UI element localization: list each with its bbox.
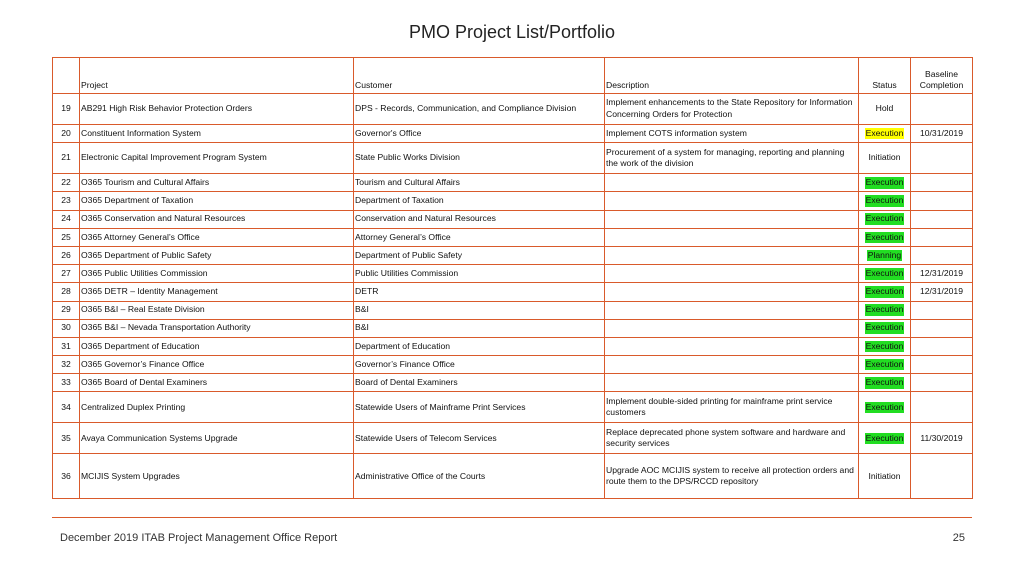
status-cell	[859, 374, 911, 392]
table-row	[53, 392, 973, 423]
customer-cell: Governor’s Finance Office	[354, 356, 605, 374]
status-badge: Execution	[865, 358, 904, 369]
project-cell: O365 Governor’s Finance Office	[80, 356, 354, 374]
baseline-completion-cell	[911, 356, 973, 374]
customer-cell: Conservation and Natural Resources	[354, 210, 605, 228]
status-cell	[859, 192, 911, 210]
status-cell	[859, 283, 911, 301]
project-cell: Constituent Information System	[80, 125, 354, 143]
row-number: 32	[53, 356, 80, 374]
status-badge: Execution	[865, 176, 904, 187]
status-badge: Execution	[865, 127, 904, 138]
row-number: 33	[53, 374, 80, 392]
description-cell	[605, 265, 859, 283]
customer-cell: B&I	[354, 301, 605, 319]
row-number: 19	[53, 94, 80, 125]
baseline-completion-cell	[911, 392, 973, 423]
project-cell: O365 Conservation and Natural Resources	[80, 210, 354, 228]
table-row	[53, 283, 973, 301]
baseline-completion-cell: 12/31/2019	[911, 283, 973, 301]
description-cell: Procurement of a system for managing, reporting and planning the work of the division	[605, 143, 859, 174]
status-badge: Execution	[865, 432, 904, 443]
baseline-completion-cell	[911, 454, 973, 499]
project-cell: O365 Attorney General’s Office	[80, 228, 354, 246]
description-cell: Implement double-sided printing for mainframe print service customers	[605, 392, 859, 423]
description-cell	[605, 283, 859, 301]
status-badge: Execution	[865, 340, 904, 351]
status-cell	[859, 319, 911, 337]
footer-report-title: December 2019 ITAB Project Management Office Report	[60, 532, 338, 544]
project-cell: O365 Department of Public Safety	[80, 246, 354, 264]
description-cell	[605, 301, 859, 319]
status-badge: Execution	[865, 377, 904, 388]
table-row	[53, 210, 973, 228]
row-number: 35	[53, 423, 80, 454]
table-body	[53, 94, 973, 499]
table-row	[53, 423, 973, 454]
status-cell	[859, 125, 911, 143]
status-badge: Hold	[875, 103, 894, 114]
project-cell: O365 Public Utilities Commission	[80, 265, 354, 283]
row-number: 30	[53, 319, 80, 337]
status-cell	[859, 143, 911, 174]
header-customer: Customer	[354, 58, 605, 94]
status-badge: Execution	[865, 286, 904, 297]
status-badge: Execution	[865, 401, 904, 412]
customer-cell: Department of Taxation	[354, 192, 605, 210]
description-cell	[605, 319, 859, 337]
project-table	[52, 57, 973, 499]
row-number: 24	[53, 210, 80, 228]
customer-cell: Administrative Office of the Courts	[354, 454, 605, 499]
customer-cell: Department of Public Safety	[354, 246, 605, 264]
row-number: 20	[53, 125, 80, 143]
row-number: 34	[53, 392, 80, 423]
baseline-completion-cell	[911, 319, 973, 337]
baseline-completion-cell	[911, 174, 973, 192]
project-cell: Avaya Communication Systems Upgrade	[80, 423, 354, 454]
table-row	[53, 228, 973, 246]
customer-cell: Public Utilities Commission	[354, 265, 605, 283]
project-cell: Electronic Capital Improvement Program System	[80, 143, 354, 174]
customer-cell: Department of Education	[354, 337, 605, 355]
page-number: 25	[952, 532, 965, 544]
description-cell: Replace deprecated phone system software and hardware and security services	[605, 423, 859, 454]
status-cell	[859, 265, 911, 283]
status-cell	[859, 423, 911, 454]
description-cell	[605, 192, 859, 210]
description-cell	[605, 174, 859, 192]
description-cell: Upgrade AOC MCIJIS system to receive all protection orders and route them to the DPS/RCCD repository	[605, 454, 859, 499]
customer-cell: B&I	[354, 319, 605, 337]
customer-cell: Board of Dental Examiners	[354, 374, 605, 392]
header-number	[53, 58, 80, 94]
table-row	[53, 246, 973, 264]
row-number: 28	[53, 283, 80, 301]
status-badge: Execution	[865, 231, 904, 242]
table-row	[53, 192, 973, 210]
status-badge: Initiation	[868, 470, 901, 481]
table-row	[53, 265, 973, 283]
customer-cell: State Public Works Division	[354, 143, 605, 174]
table-row	[53, 143, 973, 174]
description-cell: Implement COTS information system	[605, 125, 859, 143]
description-cell: Implement enhancements to the State Repository for Information Concerning Orders for Protection	[605, 94, 859, 125]
baseline-completion-cell: 10/31/2019	[911, 125, 973, 143]
customer-cell: Attorney General’s Office	[354, 228, 605, 246]
status-cell	[859, 94, 911, 125]
status-badge: Execution	[865, 267, 904, 278]
project-cell: O365 DETR – Identity Management	[80, 283, 354, 301]
status-cell	[859, 454, 911, 499]
table-row	[53, 374, 973, 392]
row-number: 31	[53, 337, 80, 355]
table-row	[53, 337, 973, 355]
project-cell: O365 B&I – Real Estate Division	[80, 301, 354, 319]
description-cell	[605, 210, 859, 228]
customer-cell: DPS - Records, Communication, and Compliance Division	[354, 94, 605, 125]
project-cell: MCIJIS System Upgrades	[80, 454, 354, 499]
status-badge: Initiation	[868, 152, 901, 163]
status-cell	[859, 337, 911, 355]
customer-cell: Governor's Office	[354, 125, 605, 143]
header-status: Status	[859, 58, 911, 94]
status-badge: Execution	[865, 304, 904, 315]
table-row	[53, 454, 973, 499]
description-cell	[605, 374, 859, 392]
header-description: Description	[605, 58, 859, 94]
description-cell	[605, 246, 859, 264]
header-project: Project	[80, 58, 354, 94]
row-number: 29	[53, 301, 80, 319]
status-badge: Execution	[865, 322, 904, 333]
project-cell: O365 Department of Taxation	[80, 192, 354, 210]
status-cell	[859, 301, 911, 319]
customer-cell: Statewide Users of Telecom Services	[354, 423, 605, 454]
row-number: 36	[53, 454, 80, 499]
baseline-completion-cell	[911, 301, 973, 319]
table-header-row	[53, 58, 973, 94]
row-number: 26	[53, 246, 80, 264]
status-cell	[859, 356, 911, 374]
status-cell	[859, 392, 911, 423]
description-cell	[605, 337, 859, 355]
table-row	[53, 174, 973, 192]
status-cell	[859, 210, 911, 228]
status-cell	[859, 174, 911, 192]
status-badge: Planning	[867, 249, 902, 260]
page-title: PMO Project List/Portfolio	[408, 22, 616, 42]
description-cell	[605, 356, 859, 374]
baseline-completion-cell	[911, 94, 973, 125]
status-badge: Execution	[865, 195, 904, 206]
baseline-completion-cell	[911, 192, 973, 210]
customer-cell: Tourism and Cultural Affairs	[354, 174, 605, 192]
status-cell	[859, 246, 911, 264]
project-cell: Centralized Duplex Printing	[80, 392, 354, 423]
table-row	[53, 301, 973, 319]
baseline-completion-cell	[911, 228, 973, 246]
baseline-completion-cell	[911, 246, 973, 264]
row-number: 27	[53, 265, 80, 283]
project-cell: O365 Department of Education	[80, 337, 354, 355]
baseline-completion-cell	[911, 337, 973, 355]
customer-cell: Statewide Users of Mainframe Print Services	[354, 392, 605, 423]
row-number: 23	[53, 192, 80, 210]
table-row	[53, 319, 973, 337]
baseline-completion-cell	[911, 143, 973, 174]
row-number: 25	[53, 228, 80, 246]
project-cell: O365 B&I – Nevada Transportation Authority	[80, 319, 354, 337]
baseline-completion-cell	[911, 374, 973, 392]
baseline-completion-cell: 12/31/2019	[911, 265, 973, 283]
table-row	[53, 125, 973, 143]
baseline-completion-cell: 11/30/2019	[911, 423, 973, 454]
description-cell	[605, 228, 859, 246]
table-row	[53, 94, 973, 125]
header-baseline-completion: Baseline Completion	[911, 58, 973, 94]
project-cell: O365 Tourism and Cultural Affairs	[80, 174, 354, 192]
project-cell: AB291 High Risk Behavior Protection Orders	[80, 94, 354, 125]
status-badge: Execution	[865, 213, 904, 224]
row-number: 21	[53, 143, 80, 174]
row-number: 22	[53, 174, 80, 192]
customer-cell: DETR	[354, 283, 605, 301]
baseline-completion-cell	[911, 210, 973, 228]
footer-divider	[52, 517, 972, 518]
project-cell: O365 Board of Dental Examiners	[80, 374, 354, 392]
table-row	[53, 356, 973, 374]
status-cell	[859, 228, 911, 246]
